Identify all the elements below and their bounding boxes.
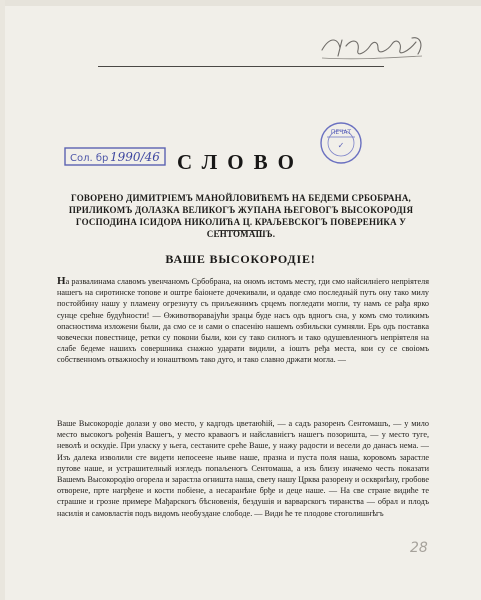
heading-divider [218,230,262,231]
document-heading: ГОВОРЕНО ДИМИТРІЕМЪ МАНОЙЛОВИЋЕМЪ НА БЕДЕМИ СРБОБРАНА, ПРИЛИКОМЪ ДОЛАЗКА ВЕЛИКОГЪ ЖУПАНА ЊЕГОВОГЪ ВЫСОКОРОДІЯ ГОСПОДИНА ІСИДОРА НИКОЛИЋА Ц. КРАЉЕВСКОГЪ ПОВЕРЕНИКА У СЕНТОМАШЪ. [68,193,414,239]
paragraph-2: Ваше Высокородіе долази у ово место, у кадгодъ цветаюћій, — а садъ разоренъ Сентомашъ, — у мило место высокогъ рођенія Вашегъ, у место краваогъ и найславнієгъ нашегъ позоришта, — у место туге, неволѣ и оскудіе. При уласку у њега, сестаните среће Ваше, у нажу радости и весели до данасъ нема. — Изъ далека изволили сте видети непосеене ньиве наше, празна и пуста поля наша, коровомъ зарастле путове наше, и устрашителный изгледъ попаљеногъ Сентомаша, а изъ близу иначемо честь показати Вашемъ Высокородію огорела и зарастла огништа наша, свету нашу Црква разорену и оскврнѣну, гробове отворене, прте нагрђене и кости побіене, а несаранѣне брђе и деце наше. — На све стране видиће те страшне и грозне примере Мађарскогъ бѣсновенія, бездушія и варварскогъ тиранства — обрал и плодъ насилія и самовластія подъ видомъ необуздане слободе. — Види ће те плодове стоголишнѣгъ [57,419,429,518]
page-left-edge [0,0,5,600]
svg-text:1990/46: 1990/46 [110,150,160,164]
document-title: СЛОВО [177,150,304,174]
page-number: 28 [410,540,428,556]
paragraph-1-text: а развалинама славомъ увенчаномъ Србобрана, на ономъ истомъ месту, гди смо найсилніего непріятеля нашегъ на сиротинске топове и оштре баіонете дочекивали, и одавде смо последньій путъ ону тако милу постойбину нашу у пламену огрезнуту съ приљежнимъ срцемъ погледати могли, ту намъ се рађа ярко сунце срећне будућности! — Өживотворавајући зрацы буде насъ одъ вдногъ сна, у комъ смо толикимъ опасностима изложени были, да смо се и сами о спасенію нашемъ озбильски сумняли. Ерь одъ поставка човечески повестнице, ретки су покони были, кои су тако силногъ и тако одушевленногъ непріятеля на слабе бедеме нашихъ совершника снажно ударати видили, а іоштъ ређа места, кои су се своіомъ собственномъ отважносћу и юнаштвомъ тако дуго, и тако славно држати могла. — [57,277,429,365]
svg-text:Сол. бр: Сол. бр [70,153,109,164]
svg-text:ПЕЧАТ: ПЕЧАТ [330,129,352,136]
handwritten-signature [316,28,428,64]
paragraph-1-initial: Н [57,275,66,287]
header-divider [98,66,384,67]
page-top-edge [0,0,481,6]
paragraph-1 [57,276,429,412]
svg-text:✓: ✓ [337,141,345,150]
greeting: ВАШЕ ВЫСОКОРОДІЕ! [165,252,316,266]
